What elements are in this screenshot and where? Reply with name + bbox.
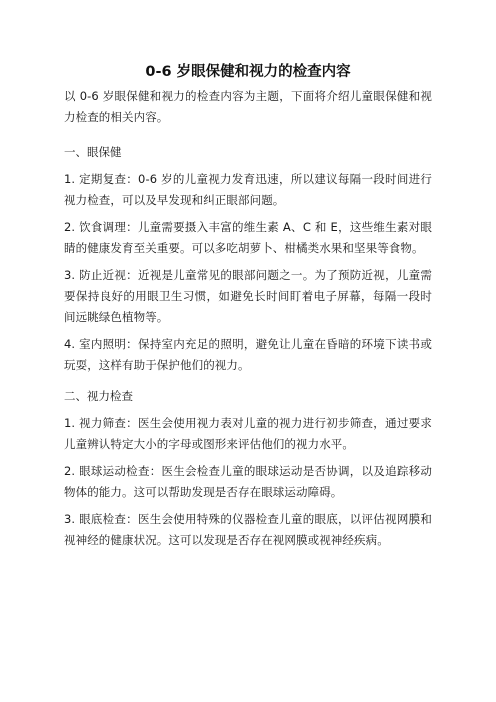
list-item: 3. 防止近视：近视是儿童常见的眼部问题之一。为了预防近视，儿童需要保持良好的用眼卫生习惯，如避免长时间盯着电子屏幕，每隔一段时间远眺绿色植物等。 [64,268,432,324]
list-item: 2. 眼球运动检查：医生会检查儿童的眼球运动是否协调，以及追踪移动物体的能力。这可以帮助发现是否存在眼球运动障碍。 [64,464,432,499]
section-heading: 二、视力检查 [64,389,133,403]
intro-paragraph: 以 0-6 岁眼保健和视力的检查内容为主题，下面将介绍儿童眼保健和视力检查的相关内容。 [64,89,432,124]
section-eye-care [64,142,432,376]
list-item: 2. 饮食调理：儿童需要摄入丰富的维生素 A、C 和 E，这些维生素对眼睛的健康发育至关重要。可以多吃胡萝卜、柑橘类水果和坚果等食物。 [64,220,432,255]
section-vision-check [64,386,432,551]
list-item: 1. 定期复查：0-6 岁的儿童视力发育迅速，所以建议每隔一段时间进行视力检查，可以及早发现和纠正眼部问题。 [64,172,432,207]
list-item: 1. 视力筛查：医生会使用视力表对儿童的视力进行初步筛查，通过要求儿童辨认特定大小的字母或图形来评估他们的视力水平。 [64,416,432,451]
section-heading: 一、眼保健 [64,145,122,159]
list-item: 4. 室内照明：保持室内充足的照明，避免让儿童在昏暗的环境下读书或玩耍，这样有助于保护他们的视力。 [64,337,432,372]
list-item: 3. 眼底检查：医生会使用特殊的仪器检查儿童的眼底，以评估视网膜和视神经的健康状况。这可以发现是否存在视网膜或视神经疾病。 [64,512,432,547]
document-title: 0-6 岁眼保健和视力的检查内容 [145,64,351,80]
